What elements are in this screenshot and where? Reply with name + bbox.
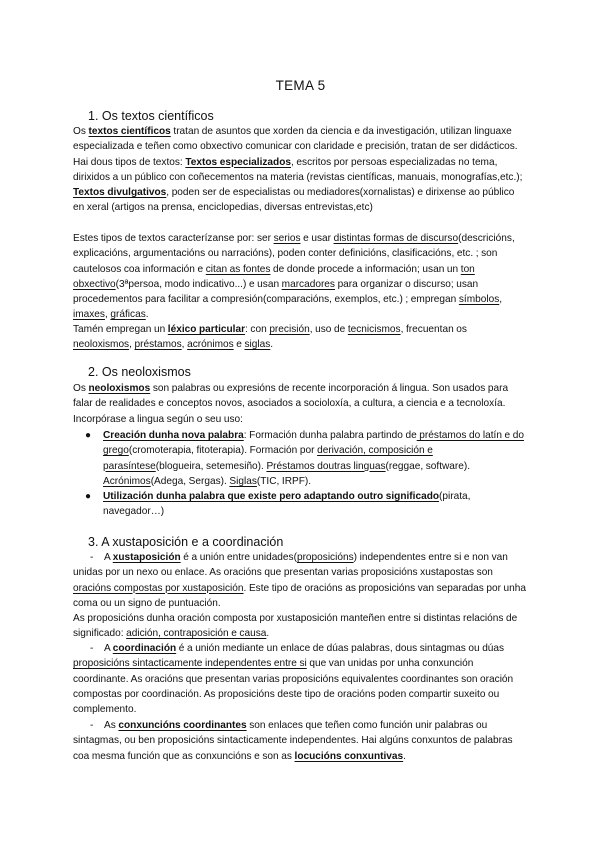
underlined-term: adición, contraposición e causa: [126, 628, 267, 640]
underlined-term: préstamos do latín e do grego: [103, 430, 524, 457]
dash-marker: -: [90, 643, 94, 654]
underlined-term: símbolos: [458, 294, 500, 306]
underlined-term: serios: [273, 233, 301, 244]
paragraph: - A coordinación é a unión mediante un enlace de dúas palabras, dous sintagmas ou dúas proposicións sintacticamente independentes entre si que van unidas por unha conxunción coordinante. As oracións que presentan varias proposicións equivalentes coordinantes son oración compostas por coordinación. As proposicións deste tipo de oracións poden compartir suxeito ou complemento.: [73, 643, 514, 716]
bold-underlined-term: Textos divulgativos: [73, 187, 167, 199]
underlined-term: distintas formas de discurso: [333, 233, 459, 244]
section-heading-3: 3. A xustaposición e a coordinación: [88, 535, 284, 549]
list-item-text: Creación dunha nova palabra: Formación dunha palabra partindo de préstamos do latín e do grego(cromoterapia, fitoterapia). Formación por derivación, composición e parasíntese(blogueira, setemesiño). Préstamos doutras linguas(reggae, software). Acrónimos(Adega, Sergas). Siglas(TIC, IRPF).: [103, 430, 524, 487]
underlined-term: precisión: [269, 324, 310, 335]
bullet-icon: ●: [85, 491, 92, 503]
list-item-text: Utilización dunha palabra que existe pero adaptando outro significado(pirata, navegador…): [103, 491, 471, 518]
underlined-term: Siglas: [229, 475, 257, 487]
list-item: [73, 428, 528, 489]
bold-underlined-term: conxuncións coordinantes: [118, 720, 247, 731]
underlined-term: imaxes: [73, 309, 105, 321]
paragraph: - A xustaposición é a unión entre unidades(proposicións) independentes entre si e non van unidas por un nexo ou enlace. As oracións que presentan varias proposicións xustapostas son oracións compostas por xustaposición. Este tipo de oracións as proposicións van separadas por unha coma ou un signo de puntuación.: [73, 552, 527, 609]
underlined-term: gráficas: [110, 309, 146, 321]
bold-underlined-term: textos científicos: [88, 126, 171, 137]
underlined-term: préstamos: [134, 339, 182, 351]
underlined-term: marcadores: [281, 278, 335, 290]
underlined-term: proposicións: [296, 552, 354, 563]
bold-underlined-term: Creación dunha nova palabra: [103, 430, 244, 441]
underlined-term: ton obxectivo: [73, 263, 475, 290]
underlined-term: Préstamos doutras linguas: [266, 460, 386, 472]
paragraph: Os textos científicos tratan de asuntos que xorden da ciencia e da investigación, utilizan linguaxe especializada e teñen como obxectivo comunicar con claridade e precisión, tratan de ser didácticos. Hai dous tipos de textos: Textos especializados, escritos por persoas especializadas no tema, dirixidos a un público con coñecementos na materia (revistas científicas, manuais, monografías,etc.); Textos divulgativos, poden ser de especialistas ou mediadores(xornalistas) e dirixense ao público en xeral (artigos na prensa, enciclopedias, diversas entrevistas,etc): [73, 126, 523, 214]
bold-underlined-term: léxico particular: [167, 324, 246, 335]
dash-marker: -: [90, 552, 94, 563]
section-heading-2: 2. Os neoloxismos: [88, 365, 191, 379]
underlined-term: acrónimos: [187, 339, 234, 351]
paragraph: Os neoloxismos son palabras ou expresións de recente incorporación á lingua. Son usados para falar de realidades e conceptos novos, asociados a socioloxía, a cultura, a ciencia e a tecnoloxía. Incorpórase a lingua según o seu uso:: [73, 383, 509, 425]
underlined-term: neoloxismos: [73, 339, 130, 351]
paragraph: - As conxuncións coordinantes son enlaces que teñen como función unir palabras ou sintagmas, ou ben proposicións sintacticamente independentes. Hai algúns conxuntos de palabras coa mesma función que as conxuncións e son as locucións conxuntivas.: [73, 720, 513, 762]
paragraph: Tamén empregan un léxico particular: con precisión, uso de tecnicismos, frecuentan os neoloxismos, préstamos, acrónimos e siglas.: [73, 324, 467, 351]
bold-underlined-term: locucións conxuntivas: [294, 750, 404, 762]
bold-underlined-term: Utilización dunha palabra que existe pero adaptando outro significado: [103, 491, 440, 503]
page-title: TEMA 5: [275, 78, 326, 93]
list-item: [73, 489, 528, 520]
section-heading-1: 1. Os textos científicos: [88, 109, 214, 123]
underlined-term: siglas: [244, 339, 271, 351]
underlined-term: citan as fontes: [205, 263, 271, 275]
underlined-term: tecnicismos: [347, 324, 401, 335]
bullet-list: [73, 428, 528, 520]
underlined-term: proposicións sintacticamente independentes entre si: [73, 658, 307, 670]
underlined-term: derivación, composición e parasíntese: [103, 445, 433, 472]
underlined-term: oracións compostas por xustaposición: [73, 582, 244, 594]
bold-underlined-term: neoloxismos: [88, 383, 151, 394]
bold-underlined-term: coordinación: [112, 643, 177, 654]
bold-underlined-term: xustaposición: [112, 552, 181, 563]
bullet-icon: ●: [85, 430, 92, 441]
paragraph: As proposicións dunha oración composta por xustaposición manteñen entre si distintas relacións de significado: adición, contraposición e causa.: [73, 613, 518, 640]
paragraph: Estes tipos de textos caracterízanse por: ser serios e usar distintas formas de discurso(descricións, explicacións, argumentacións ou narracións), poden conter definicións, clasificacións, etc. ; son cautelosos coa información e citan as fontes de donde procede a información; usan un ton obxectivo(3ªpersoa, modo indicativo...) e usan marcadores para organizar o discurso; usan procedementos para facilitar a compresión(comparacións, exemplos, etc.) ; empregan símbolos, imaxes, gráficas.: [73, 233, 515, 321]
underlined-term: Acrónimos: [103, 475, 151, 487]
dash-marker: -: [90, 720, 94, 731]
bold-underlined-term: Textos especializados: [185, 156, 291, 168]
